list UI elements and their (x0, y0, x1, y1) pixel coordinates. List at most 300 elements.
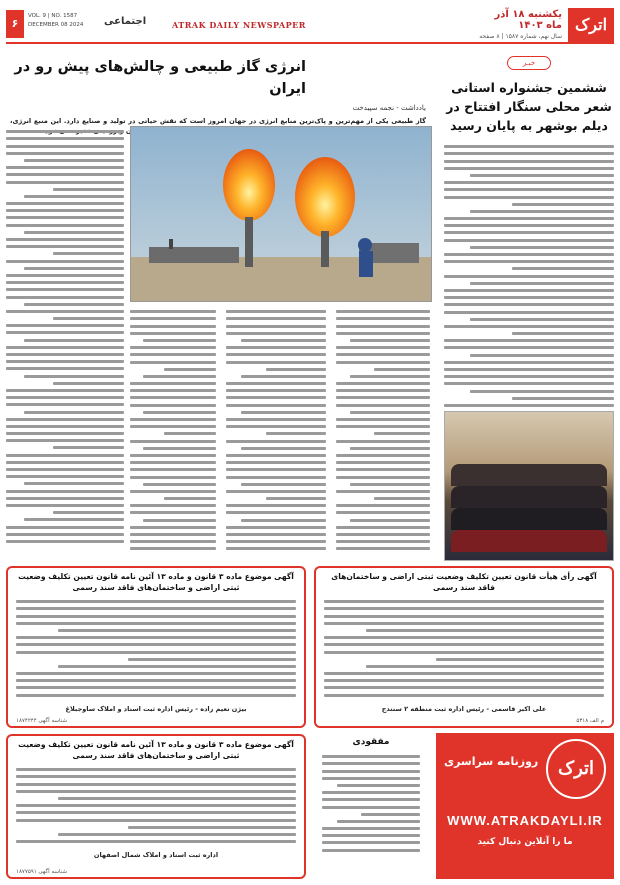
text-line (128, 658, 296, 661)
text-line (444, 260, 614, 263)
text-line (470, 282, 615, 285)
text-line (16, 651, 296, 654)
text-line (350, 411, 430, 414)
text-line (226, 346, 326, 349)
text-line (164, 368, 216, 371)
text-line (444, 167, 614, 170)
article-column-2 (226, 306, 326, 555)
news-headline[interactable]: ششمین جشنواره استانی شعر محلی سنگار افتتاح در دیلم بوشهر به پایان رسید (446, 80, 612, 133)
text-line (366, 629, 604, 632)
text-line (336, 533, 430, 536)
text-line (444, 160, 614, 163)
text-line (226, 310, 326, 313)
text-line (6, 130, 124, 133)
text-line (444, 382, 614, 385)
notice-signature: اداره ثبت اسناد و املاک شمال اصفهان (93, 851, 219, 860)
text-line (226, 504, 326, 507)
text-line (336, 468, 430, 471)
text-line (24, 339, 124, 342)
text-line (350, 339, 430, 342)
text-line (6, 173, 124, 176)
text-line (336, 461, 430, 464)
text-line (53, 446, 124, 449)
text-line (16, 600, 296, 603)
notice-title: آگهی موضوع ماده ۳ قانون و ماده ۱۳ آئین نامه قانون تعیین تکلیف وضعیت ثبتی اراضی و ساختمان‌های فاقد سند رسمی (18, 740, 294, 760)
text-line (350, 519, 430, 522)
text-line (6, 540, 124, 543)
text-line (337, 784, 420, 787)
text-line (226, 440, 326, 443)
text-line (58, 833, 296, 836)
volume-number: VOL. 9 | NO. 1587 (28, 13, 78, 19)
text-line (6, 432, 124, 435)
text-line (336, 418, 430, 421)
text-line (226, 389, 326, 392)
newspaper-page (6, 6, 614, 879)
text-line (226, 325, 326, 328)
text-line (6, 468, 124, 471)
text-line (6, 331, 124, 334)
text-line (130, 511, 216, 514)
text-line (226, 533, 326, 536)
text-line (53, 511, 124, 514)
text-line (143, 411, 216, 414)
text-line (53, 252, 124, 255)
text-line (6, 209, 124, 212)
lost-title: مفقودی (352, 737, 390, 747)
text-line (53, 188, 124, 191)
text-line (374, 368, 430, 371)
text-line (226, 526, 326, 529)
text-line (436, 658, 604, 661)
text-line (226, 317, 326, 320)
text-line (444, 239, 614, 242)
text-line (350, 483, 430, 486)
text-line (444, 253, 614, 256)
text-line (444, 181, 614, 184)
text-line (6, 202, 124, 205)
text-line (444, 325, 614, 328)
article-column-3 (130, 306, 216, 555)
notice-body (8, 594, 304, 703)
text-line (226, 511, 326, 514)
page-number: ۶ (6, 10, 24, 38)
text-line (130, 504, 216, 507)
text-line (322, 791, 420, 794)
text-line (6, 216, 124, 219)
legal-notice-left (6, 566, 306, 728)
text-line (336, 382, 430, 385)
text-line (374, 497, 430, 500)
notice-signature: علی اکبر قاسمی - رئیس اداره ثبت منطقه ۲ سنندج (381, 704, 547, 713)
text-line (324, 679, 604, 682)
article-lead: گاز طبیعی یکی از مهم‌ترین و پاک‌ترین منابع انرژی در جهان امروز است که نقش حیاتی در تولید و صنایع دارد. این منبع انرژی، (10, 117, 426, 125)
text-line (130, 310, 216, 313)
text-line (336, 547, 430, 550)
date-day: یکشنبه ۱۸ آذر ماه ۱۴۰۳ (494, 9, 562, 31)
text-line (130, 490, 216, 493)
text-line (324, 651, 604, 654)
text-line (6, 497, 124, 500)
text-line (6, 137, 124, 140)
text-line (6, 245, 124, 248)
text-line (58, 797, 296, 800)
text-line (130, 461, 216, 464)
text-line (58, 665, 296, 668)
text-line (6, 360, 124, 363)
text-line (512, 267, 614, 270)
text-line (6, 439, 124, 442)
promo-logo: اترک (546, 739, 606, 799)
text-line (6, 224, 124, 227)
text-line (164, 432, 216, 435)
text-line (143, 375, 216, 378)
text-line (336, 511, 430, 514)
text-line (130, 418, 216, 421)
text-line (6, 346, 124, 349)
text-line (470, 174, 615, 177)
text-line (226, 454, 326, 457)
text-line (226, 361, 326, 364)
text-line (143, 519, 216, 522)
text-line (6, 389, 124, 392)
notice-code: م الف ۵۳۱۸ (576, 718, 604, 724)
text-line (266, 432, 326, 435)
text-line (336, 504, 430, 507)
text-line (16, 790, 296, 793)
section-title: اجتماعی (104, 16, 147, 27)
text-line (6, 288, 124, 291)
news-column (444, 56, 614, 561)
text-line (241, 339, 326, 342)
text-line (512, 397, 614, 400)
text-line (444, 188, 614, 191)
text-line (226, 468, 326, 471)
text-line (336, 361, 430, 364)
text-line (350, 447, 430, 450)
text-line (241, 375, 326, 378)
text-line (444, 152, 614, 155)
main-article (6, 56, 434, 561)
text-line (336, 325, 430, 328)
text-line (322, 755, 420, 758)
lost-notice (314, 734, 428, 879)
news-body (444, 141, 614, 441)
news-kicker: خبـر (507, 56, 551, 70)
text-line (24, 518, 124, 521)
text-line (336, 540, 430, 543)
text-line (16, 694, 296, 697)
text-line (336, 346, 430, 349)
text-line (444, 303, 614, 306)
promo-daily: روزنامه سراسری (444, 755, 539, 768)
ceremony-photo (444, 411, 614, 561)
text-line (6, 418, 124, 421)
text-line (324, 672, 604, 675)
text-line (130, 404, 216, 407)
text-line (6, 533, 124, 536)
text-line (226, 404, 326, 407)
text-line (130, 389, 216, 392)
issue-info: سال نهم، شماره ۱۵۸۷ | ۸ صفحه (479, 33, 562, 40)
text-line (324, 694, 604, 697)
text-line (444, 404, 614, 407)
text-line (53, 317, 124, 320)
text-line (24, 375, 124, 378)
text-line (6, 367, 124, 370)
text-line (324, 686, 604, 689)
text-line (226, 547, 326, 550)
text-line (266, 368, 326, 371)
text-line (374, 432, 430, 435)
text-line (6, 274, 124, 277)
text-line (16, 686, 296, 689)
text-line (241, 483, 326, 486)
text-line (6, 454, 124, 457)
text-line (6, 238, 124, 241)
text-line (24, 482, 124, 485)
text-line (226, 425, 326, 428)
text-line (336, 440, 430, 443)
text-line (6, 145, 124, 148)
text-line (336, 396, 430, 399)
text-line (16, 607, 296, 610)
text-line (322, 841, 420, 844)
text-line (337, 820, 420, 823)
text-line (143, 339, 216, 342)
text-line (322, 762, 420, 765)
text-line (6, 403, 124, 406)
newspaper-logo[interactable]: اترک (568, 8, 614, 42)
text-line (130, 382, 216, 385)
text-line (336, 490, 430, 493)
text-line (512, 203, 614, 206)
text-line (24, 267, 124, 270)
article-column-left (6, 126, 124, 547)
text-line (16, 636, 296, 639)
text-line (6, 396, 124, 399)
text-line (6, 166, 124, 169)
text-line (130, 361, 216, 364)
text-line (470, 210, 615, 213)
text-line (6, 324, 124, 327)
text-line (322, 777, 420, 780)
text-line (16, 840, 296, 843)
notice-code: شناسه آگهی ۱۸۷۷۵۹۱ (16, 869, 67, 875)
lost-body (314, 749, 428, 858)
text-line (226, 353, 326, 356)
text-line (470, 318, 615, 321)
text-line (6, 475, 124, 478)
notice-body (316, 594, 612, 703)
text-line (24, 303, 124, 306)
text-line (322, 806, 420, 809)
legal-notice-right (314, 566, 614, 728)
text-line (336, 353, 430, 356)
text-line (241, 411, 326, 414)
text-line (324, 600, 604, 603)
text-line (53, 382, 124, 385)
text-line (444, 196, 614, 199)
text-line (336, 310, 430, 313)
text-line (444, 361, 614, 364)
text-line (130, 468, 216, 471)
follow-text: ما را آنلاین دنبال کنید (477, 837, 573, 847)
text-line (6, 353, 124, 356)
notice-signature: بیژن نعیم زاده - رئیس اداره ثبت اسناد و املاک ساوجبلاغ (65, 704, 247, 713)
text-line (350, 375, 430, 378)
article-column-1 (336, 306, 430, 555)
date-block (478, 9, 562, 40)
notice-title: آگهی موضوع ماده ۳ قانون و ماده ۱۳ آئین نامه قانون تعیین تکلیف وضعیت ثبتی اراضی و ساختمان‌های فاقد سند رسمی (18, 572, 294, 592)
text-line (322, 798, 420, 801)
text-line (241, 519, 326, 522)
text-line (6, 425, 124, 428)
text-line (16, 819, 296, 822)
text-line (226, 540, 326, 543)
gas-flare-photo (130, 126, 432, 302)
text-line (6, 181, 124, 184)
text-line (444, 231, 614, 234)
text-line (444, 368, 614, 371)
notice-title: آگهی رأی هیأت قانون تعیین تکلیف وضعیت ثبتی اراضی و ساختمان‌های فاقد سند رسمی (331, 572, 597, 592)
volume-info (28, 12, 83, 30)
daily-title: ATRAK DAILY NEWSPAPER (172, 20, 306, 30)
text-line (16, 672, 296, 675)
notice-body (8, 762, 304, 849)
text-line (322, 849, 420, 852)
text-line (324, 607, 604, 610)
text-line (336, 476, 430, 479)
text-line (444, 296, 614, 299)
text-line (130, 476, 216, 479)
text-line (336, 389, 430, 392)
text-line (361, 813, 420, 816)
text-line (24, 411, 124, 414)
text-line (16, 768, 296, 771)
english-date: DECEMBER 08 2024 (28, 22, 84, 28)
text-line (143, 483, 216, 486)
masthead (6, 6, 614, 44)
text-line (324, 636, 604, 639)
text-line (336, 404, 430, 407)
text-line (336, 425, 430, 428)
text-line (24, 159, 124, 162)
text-line (470, 354, 615, 357)
text-line (6, 260, 124, 263)
text-line (444, 217, 614, 220)
text-line (336, 526, 430, 529)
promo-box[interactable] (436, 733, 614, 879)
text-line (444, 224, 614, 227)
text-line (58, 629, 296, 632)
text-line (16, 643, 296, 646)
website-link[interactable]: WWW.ATRAKDAYLI.IR (447, 813, 603, 828)
text-line (16, 679, 296, 682)
text-line (336, 317, 430, 320)
text-line (241, 447, 326, 450)
text-line (24, 231, 124, 234)
text-line (266, 497, 326, 500)
text-line (444, 145, 614, 148)
text-line (322, 834, 420, 837)
text-line (130, 533, 216, 536)
text-line (130, 396, 216, 399)
legal-notice-bottom (6, 734, 306, 879)
text-line (130, 454, 216, 457)
text-line (336, 454, 430, 457)
text-line (6, 504, 124, 507)
text-line (6, 296, 124, 299)
text-line (130, 526, 216, 529)
text-line (324, 622, 604, 625)
text-line (130, 540, 216, 543)
text-line (6, 310, 124, 313)
text-line (444, 311, 614, 314)
text-line (164, 497, 216, 500)
text-line (226, 382, 326, 385)
article-title[interactable]: انرژی گاز طبیعی و چالش‌های پیش رو در ایران (14, 59, 306, 97)
text-line (16, 622, 296, 625)
text-line (226, 461, 326, 464)
text-line (470, 390, 615, 393)
text-line (130, 317, 216, 320)
text-line (324, 643, 604, 646)
text-line (366, 665, 604, 668)
text-line (444, 289, 614, 292)
text-line (130, 547, 216, 550)
text-line (16, 615, 296, 618)
text-line (226, 476, 326, 479)
text-line (16, 811, 296, 814)
text-line (130, 332, 216, 335)
text-line (444, 346, 614, 349)
text-line (6, 152, 124, 155)
text-line (322, 770, 420, 773)
text-line (128, 826, 296, 829)
gas-flare-illustration (130, 127, 431, 302)
text-line (226, 490, 326, 493)
text-line (130, 325, 216, 328)
text-line (24, 195, 124, 198)
text-line (324, 615, 604, 618)
text-line (226, 418, 326, 421)
text-line (226, 396, 326, 399)
text-line (130, 440, 216, 443)
text-line (130, 346, 216, 349)
text-line (6, 490, 124, 493)
text-line (444, 275, 614, 278)
text-line (16, 775, 296, 778)
text-line (16, 783, 296, 786)
text-line (6, 461, 124, 464)
text-line (6, 281, 124, 284)
text-line (130, 425, 216, 428)
text-line (130, 353, 216, 356)
text-line (322, 827, 420, 830)
article-byline: یادداشت - نجمه سپیدخت (352, 104, 426, 112)
text-line (444, 375, 614, 378)
text-line (226, 332, 326, 335)
text-line (470, 246, 615, 249)
text-line (444, 339, 614, 342)
notice-code: شناسه آگهی ۱۸۷۴۲۴۴ (16, 718, 67, 724)
text-line (6, 526, 124, 529)
text-line (143, 447, 216, 450)
text-line (512, 332, 614, 335)
text-line (336, 332, 430, 335)
text-line (16, 804, 296, 807)
